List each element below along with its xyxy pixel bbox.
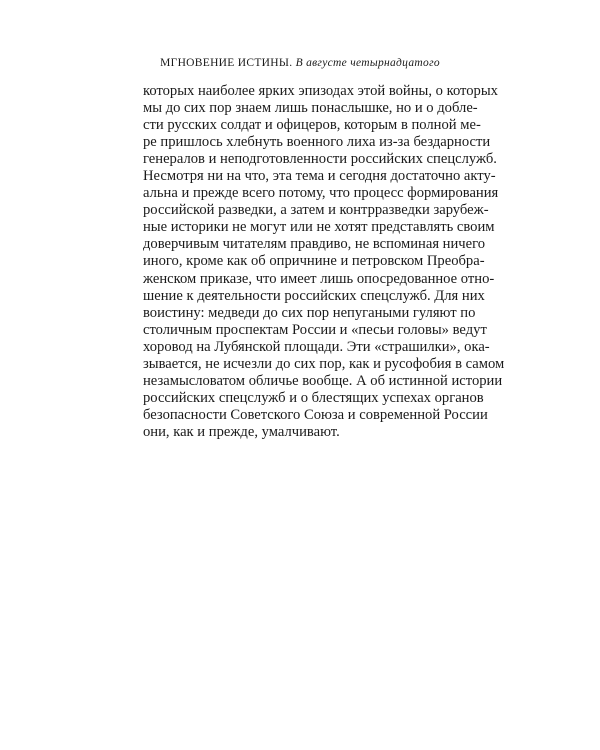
text-line: столичным проспектам России и «песьи головы» ведут — [143, 321, 487, 338]
text-line: генералов и неподготовленности российских спецслужб. — [143, 151, 497, 168]
text-line: ные историки не могут или не хотят представлять своим — [143, 219, 495, 236]
text-line: мы до сих пор знаем лишь понаслышке, но и о добле- — [143, 100, 478, 117]
running-header — [0, 57, 600, 69]
part-title: МГНОВЕНИЕ ИСТИНЫ. — [160, 57, 293, 69]
text-line: российской разведки, а затем и контрразведки зарубеж- — [143, 202, 489, 219]
body-text — [143, 83, 505, 441]
text-line: Несмотря ни на что, эта тема и сегодня достаточно акту- — [143, 168, 496, 185]
text-line: женском приказе, что имеет лишь опосредованное отно- — [143, 270, 495, 287]
text-line: ре пришлось хлебнуть военного лиха из-за бездарности — [143, 134, 491, 151]
text-line: шение к деятельности российских спецслужб. Для них — [143, 287, 485, 304]
text-line: хоровод на Лубянской площади. Эти «страшилки», ока- — [143, 338, 490, 355]
text-line: воистину: медведи до сих пор непугаными гуляют по — [143, 304, 476, 321]
text-line: незамысловатом обличье вообще. А об истинной истории — [143, 372, 503, 389]
text-line: доверчивым читателям правдиво, не вспоминая ничего — [143, 236, 486, 253]
text-line: безопасности Советского Союза и современной России — [143, 406, 488, 423]
text-line: которых наиболее ярких эпизодах этой войны, о которых — [143, 83, 498, 99]
text-line: альна и прежде всего потому, что процесс формирования — [143, 185, 499, 202]
chapter-title: В августе четырнадцатого — [295, 57, 440, 69]
text-line-last: они, как и прежде, умалчивают. — [143, 423, 340, 440]
text-line: российских спецслужб и о блестящих успехах органов — [143, 389, 484, 406]
text-line: иного, кроме как об опричнине и петровском Преобра- — [143, 253, 485, 270]
text-line: зывается, не исчезли до сих пор, как и русофобия в самом — [143, 355, 505, 372]
text-line: сти русских солдат и офицеров, которым в полной ме- — [143, 117, 481, 134]
